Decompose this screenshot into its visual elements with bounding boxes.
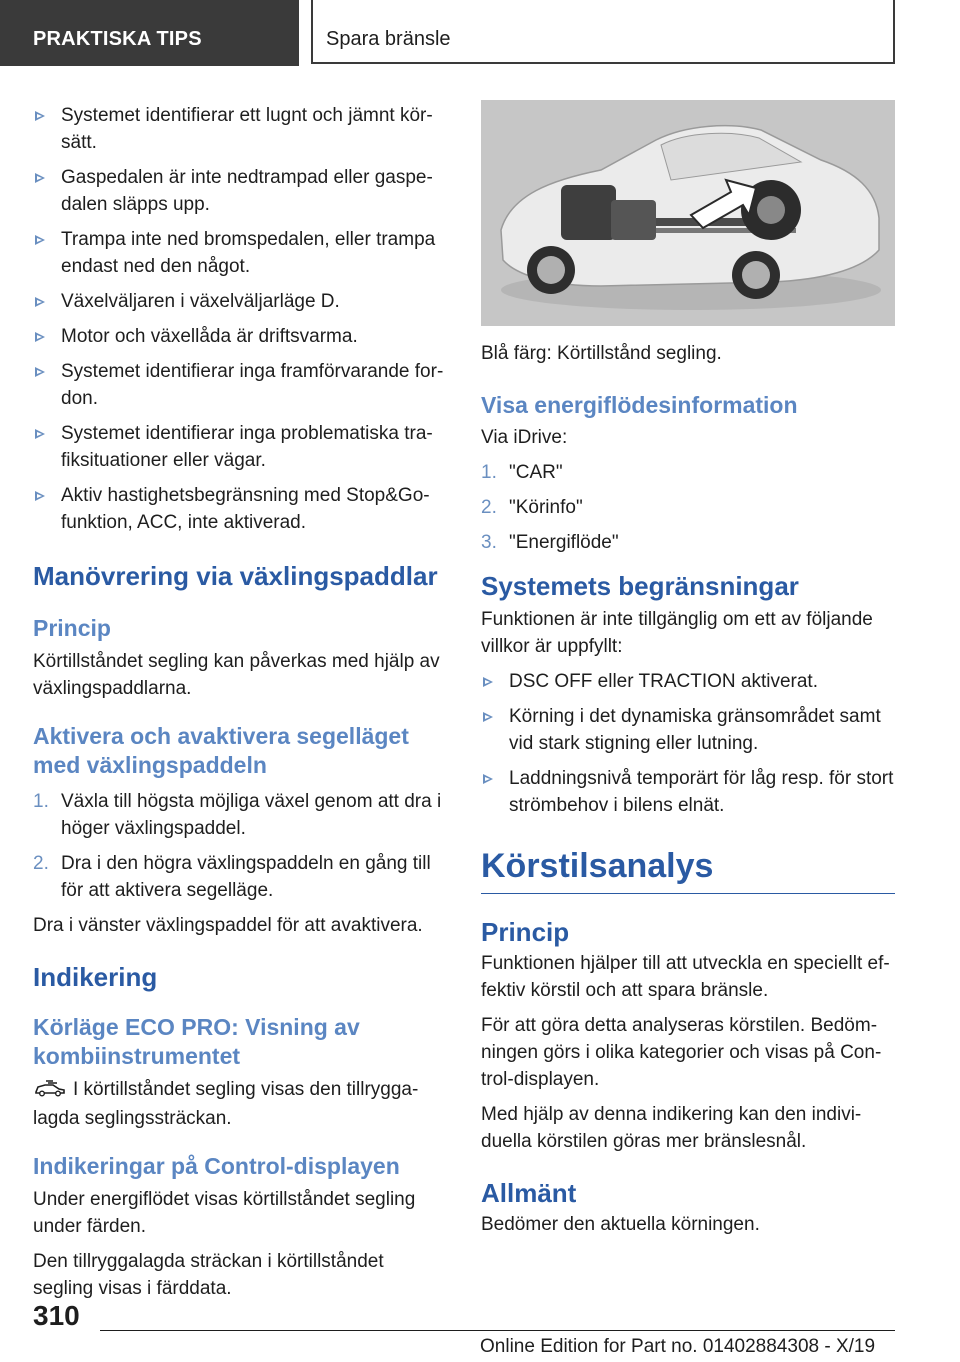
step-number: 2. xyxy=(481,497,497,518)
step-text: "Energiflöde" xyxy=(509,532,619,553)
list-item xyxy=(33,358,448,412)
list-item xyxy=(33,850,448,904)
chapter-tab: Spara bränsle xyxy=(311,0,895,64)
list-item-text: Systemet identifierar ett lugnt och jämnt kör- sätt. xyxy=(61,105,433,153)
list-item xyxy=(33,102,448,156)
triangle-bullet-icon xyxy=(35,429,45,439)
list-item xyxy=(33,323,448,350)
eco-text xyxy=(33,1076,448,1132)
step-text: "Körinfo" xyxy=(509,497,583,518)
sailing-car-icon xyxy=(33,1078,67,1105)
step-text: Dra i den högra växlingspaddeln en gång till för att aktivera segelläge. xyxy=(61,853,431,901)
step-number: 3. xyxy=(481,532,497,553)
triangle-bullet-icon xyxy=(483,712,493,722)
step-number: 1. xyxy=(33,791,49,812)
list-item-text: DSC OFF eller TRACTION aktiverat. xyxy=(509,671,818,692)
triangle-bullet-icon xyxy=(35,332,45,342)
list-item xyxy=(481,703,895,757)
triangle-bullet-icon xyxy=(483,677,493,687)
heading-eco: Körläge ECO PRO: Visning av kombiinstrumentet xyxy=(33,1014,360,1069)
list-item-text: Laddningsnivå temporärt för låg resp. för stort strömbehov i bilens elnät. xyxy=(509,768,894,816)
list-item xyxy=(481,494,895,521)
heading-activate: Aktivera och avaktivera segelläget med växlingspaddeln xyxy=(33,723,409,778)
list-item xyxy=(481,529,895,556)
list-item-text: Växelväljaren i växelväljarläge D. xyxy=(61,291,340,312)
principle-text-3: Med hjälp av denna indikering kan den indivi- duella körstilen göras mer bränslesnål. xyxy=(481,1104,862,1152)
triangle-bullet-icon xyxy=(35,235,45,245)
right-column xyxy=(481,100,895,1238)
heading-principle-right: Princip xyxy=(481,917,570,947)
list-item xyxy=(33,788,448,842)
list-item-text: Trampa inte ned bromspedalen, eller trampa endast ned den något. xyxy=(61,229,436,277)
step-text: "CAR" xyxy=(509,462,563,483)
heading-analysis: Körstilsanalys xyxy=(481,847,714,885)
step-number: 1. xyxy=(481,462,497,483)
car-energy-flow-image xyxy=(481,100,895,326)
list-item xyxy=(33,288,448,315)
general-text: Bedömer den aktuella körningen. xyxy=(481,1214,760,1235)
activate-steps xyxy=(33,788,448,904)
image-caption: Blå färg: Körtillstånd segling. xyxy=(481,343,722,364)
condition-list xyxy=(33,102,448,536)
page-number: 310 xyxy=(33,1300,80,1331)
footer-rule xyxy=(100,1330,895,1331)
triangle-bullet-icon xyxy=(483,774,493,784)
triangle-bullet-icon xyxy=(35,297,45,307)
triangle-bullet-icon xyxy=(35,111,45,121)
edition-text: Online Edition for Part no. 01402884308 - X/19 xyxy=(480,1336,876,1357)
heading-energy: Visa energiflödesinformation xyxy=(481,392,798,418)
step-number: 2. xyxy=(33,853,49,874)
list-item xyxy=(33,420,448,474)
list-item xyxy=(33,482,448,536)
heading-general: Allmänt xyxy=(481,1178,577,1208)
control-text-1: Under energiflödet visas körtillståndet segling under färden. xyxy=(33,1189,416,1237)
left-column xyxy=(33,100,448,1302)
list-item-text: Systemet identifierar inga framförvarande for- don. xyxy=(61,361,444,409)
principle-text-2: För att göra detta analyseras körstilen. Bedöm- ningen görs i olika kategorier och visas på Con- trol-displayen. xyxy=(481,1015,882,1090)
list-item xyxy=(33,226,448,280)
heading-limits: Systemets begränsningar xyxy=(481,571,799,601)
menu-steps xyxy=(481,459,895,556)
eco-text-content: I körtillståndet segling visas den tillrygga- lagda seglingssträckan. xyxy=(33,1079,419,1129)
principle-text: Körtillståndet segling kan påverkas med hjälp av växlingspaddlarna. xyxy=(33,651,440,699)
principle-text-1: Funktionen hjälper till att utveckla en speciellt ef- fektiv körstil och att spara bränsle. xyxy=(481,953,890,1001)
limits-list xyxy=(481,668,895,819)
step-text: Växla till högsta möjliga växel genom att dra i höger växlingspaddel. xyxy=(61,791,442,839)
list-item xyxy=(481,459,895,486)
list-item xyxy=(481,668,895,695)
page-header xyxy=(0,0,960,66)
list-item-text: Systemet identifierar inga problematiska tra- fiksituationer eller vägar. xyxy=(61,423,433,471)
deactivate-text: Dra i vänster växlingspaddel för att avaktivera. xyxy=(33,915,423,936)
via-text: Via iDrive: xyxy=(481,427,568,448)
list-item-text: Gaspedalen är inte nedtrampad eller gaspe- dalen släpps upp. xyxy=(61,167,433,215)
list-item-text: Aktiv hastighetsbegränsning med Stop&Go- funktion, ACC, inte aktiverad. xyxy=(61,485,430,533)
car-illustration xyxy=(481,100,895,326)
heading-rule xyxy=(481,893,895,894)
list-item-text: Motor och växellåda är driftsvarma. xyxy=(61,326,358,347)
limits-text: Funktionen är inte tillgänglig om ett av följande villkor är uppfyllt: xyxy=(481,609,873,657)
list-item-text: Körning i det dynamiska gränsområdet samt vid stark stigning eller lutning. xyxy=(509,706,881,754)
heading-principle: Princip xyxy=(33,615,111,641)
heading-control: Indikeringar på Control-displayen xyxy=(33,1153,400,1179)
triangle-bullet-icon xyxy=(35,173,45,183)
section-tab: PRAKTISKA TIPS xyxy=(0,0,299,66)
triangle-bullet-icon xyxy=(35,491,45,501)
list-item xyxy=(33,164,448,218)
heading-paddles: Manövrering via växlingspaddlar xyxy=(33,561,438,591)
list-item xyxy=(481,765,895,819)
triangle-bullet-icon xyxy=(35,367,45,377)
control-text-2: Den tillryggalagda sträckan i körtillståndet segling visas i färddata. xyxy=(33,1251,384,1299)
heading-indication: Indikering xyxy=(33,962,158,992)
